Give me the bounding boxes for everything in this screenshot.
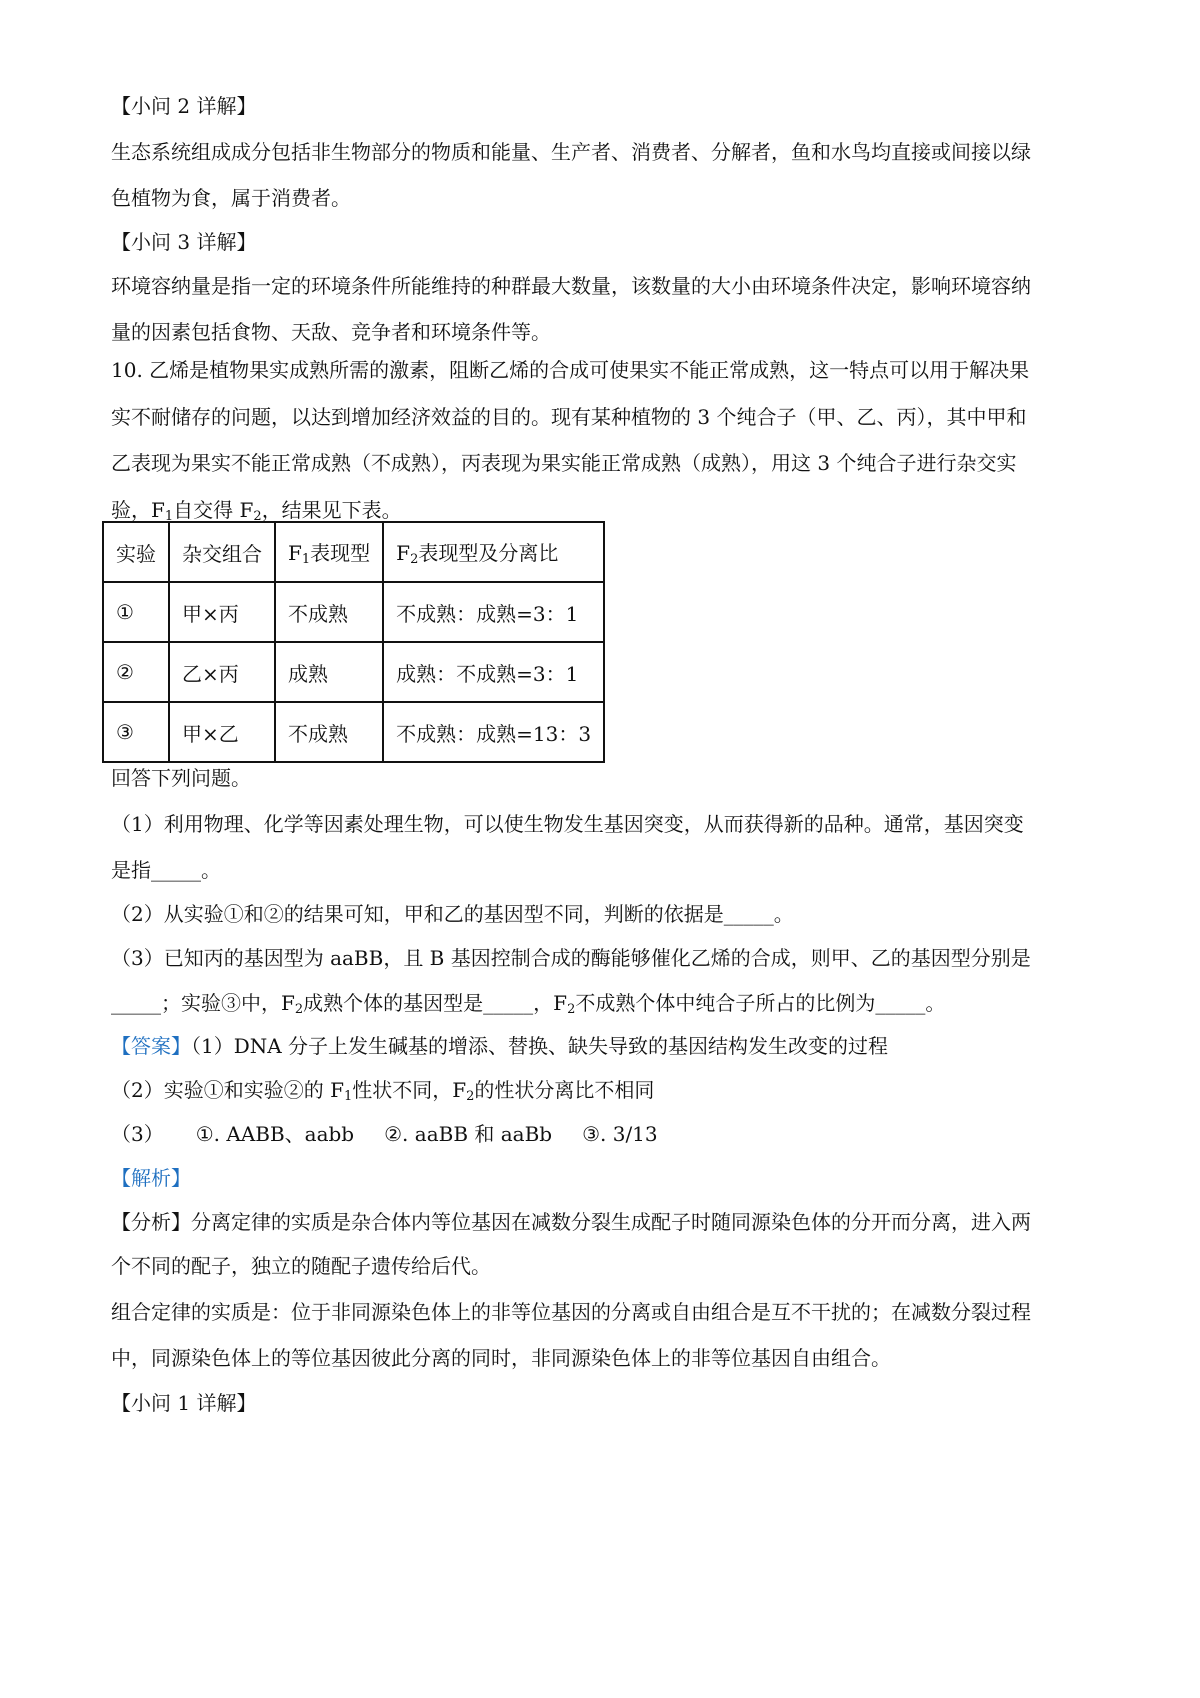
answer-part-1: ①. AABB、aabb — [195, 1122, 355, 1146]
table-cell: 甲×丙 — [169, 582, 275, 642]
text: 的性状分离比不相同 — [474, 1078, 655, 1102]
table-row — [103, 642, 604, 702]
text: 分离定律的实质是杂合体内等位基因在减数分裂生成配子时随同源染色体的分开而分离，进入两 — [191, 1210, 1031, 1234]
table-cell: 不成熟：成熟=13：3 — [383, 702, 604, 762]
table-row — [103, 582, 604, 642]
table-header-cell — [275, 522, 383, 582]
q1-heading: 【小问 1 详解】 — [111, 1391, 257, 1415]
answer-line-1 — [111, 1032, 888, 1060]
question-10-line-2: 实不耐储存的问题，以达到增加经济效益的目的。现有某种植物的 3 个纯合子（甲、乙、丙），其中甲和 — [111, 405, 1027, 429]
table-cell: ③ — [103, 702, 169, 762]
table-header-row — [103, 522, 604, 582]
table-cell: 不成熟：成熟=3：1 — [383, 582, 604, 642]
subscript: 2 — [466, 1089, 475, 1104]
table-row — [103, 702, 604, 762]
q2-text-line-1: 生态系统组成成分包括非生物部分的物质和能量、生产者、消费者、分解者，鱼和水鸟均直接或间接以绿 — [111, 140, 1031, 164]
table-header-cell — [383, 522, 604, 582]
subscript: 2 — [294, 1002, 304, 1017]
text: 表现型 — [310, 541, 371, 565]
table-cell: 不成熟 — [275, 582, 383, 642]
experiment-table — [102, 521, 605, 763]
subscript: 1 — [301, 552, 311, 567]
text: F — [288, 541, 302, 565]
analysis-line-3: 组合定律的实质是：位于非同源染色体上的非等位基因的分离或自由组合是互不干扰的；在减数分裂过程 — [111, 1300, 1031, 1324]
sub-question-1-line-2: 是指_____。 — [111, 858, 221, 882]
text: 不成熟个体中纯合子所占的比例为_____。 — [575, 991, 946, 1015]
answer-part-3: ③. 3/13 — [582, 1122, 658, 1146]
text: ，结果见下表。 — [261, 498, 402, 522]
q3-text-line-2: 量的因素包括食物、天敌、竞争者和环境条件等。 — [111, 320, 551, 344]
text: （2）实验①和实验②的 F — [111, 1078, 344, 1102]
answer-line-2 — [111, 1076, 654, 1111]
table-header-cell: 杂交组合 — [169, 522, 275, 582]
subscript: 2 — [567, 1002, 576, 1017]
text: F — [396, 541, 411, 565]
analysis-line-2: 个不同的配子，独立的随配子遗传给后代。 — [111, 1254, 491, 1278]
table-header-cell: 实验 — [103, 522, 169, 582]
answer-label: 【答案】 — [111, 1034, 191, 1058]
text: 性状不同，F — [352, 1078, 467, 1102]
answer-text-1: （1）DNA 分子上发生碱基的增添、替换、缺失导致的基因结构发生改变的过程 — [191, 1034, 889, 1058]
q3-heading: 【小问 3 详解】 — [111, 230, 257, 254]
questions-intro: 回答下列问题。 — [111, 766, 251, 790]
table-cell: 不成熟 — [275, 702, 383, 762]
table-cell: 成熟：不成熟=3：1 — [383, 642, 604, 702]
subscript: 2 — [253, 509, 262, 524]
answer-part-2: ②. aaBB 和 aaBb — [384, 1122, 553, 1146]
sub-question-1-line-1: （1）利用物理、化学等因素处理生物，可以使生物发生基因突变，从而获得新的品种。通常，基因突变 — [111, 812, 1024, 836]
text: 验，F — [111, 498, 165, 522]
q2-heading: 【小问 2 详解】 — [111, 94, 257, 118]
analysis-label: 【解析】 — [111, 1166, 191, 1190]
table-cell: ① — [103, 582, 169, 642]
text: 成熟个体的基因型是_____，F — [303, 991, 568, 1015]
text: _____；实验③中，F — [111, 991, 295, 1015]
sub-question-3-line-1: （3）已知丙的基因型为 aaBB，且 B 基因控制合成的酶能够催化乙烯的合成，则甲、乙的基因型分别是 — [111, 946, 1031, 970]
table-cell: ② — [103, 642, 169, 702]
q3-text-line-1: 环境容纳量是指一定的环境条件所能维持的种群最大数量，该数量的大小由环境条件决定，影响环境容纳 — [111, 274, 1031, 298]
question-10-line-3: 乙表现为果实不能正常成熟（不成熟），丙表现为果实能正常成熟（成熟），用这 3 个纯合子进行杂交实 — [111, 451, 1017, 475]
text: 自交得 F — [173, 498, 254, 522]
analysis-line-1 — [111, 1208, 1031, 1236]
text: （3） — [111, 1122, 164, 1146]
text: 表现型及分离比 — [418, 541, 559, 565]
table-cell: 甲×乙 — [169, 702, 275, 762]
answer-line-3 — [111, 1120, 658, 1148]
subscript: 2 — [410, 552, 419, 567]
sub-question-3-line-2 — [111, 989, 945, 1024]
analysis-line-4: 中，同源染色体上的等位基因彼此分离的同时，非同源染色体上的非等位基因自由组合。 — [111, 1346, 891, 1370]
q2-text-line-2: 色植物为食，属于消费者。 — [111, 186, 351, 210]
table-cell: 乙×丙 — [169, 642, 275, 702]
sub-question-2: （2）从实验①和②的结果可知，甲和乙的基因型不同，判断的依据是_____。 — [111, 902, 794, 926]
subscript: 1 — [164, 509, 174, 524]
subscript: 1 — [343, 1089, 353, 1104]
question-10-line-1: 10. 乙烯是植物果实成熟所需的激素，阻断乙烯的合成可使果实不能正常成熟，这一特点可以用于解决果 — [111, 358, 1030, 382]
analysis-sublabel: 【分析】 — [111, 1210, 191, 1234]
table-cell: 成熟 — [275, 642, 383, 702]
